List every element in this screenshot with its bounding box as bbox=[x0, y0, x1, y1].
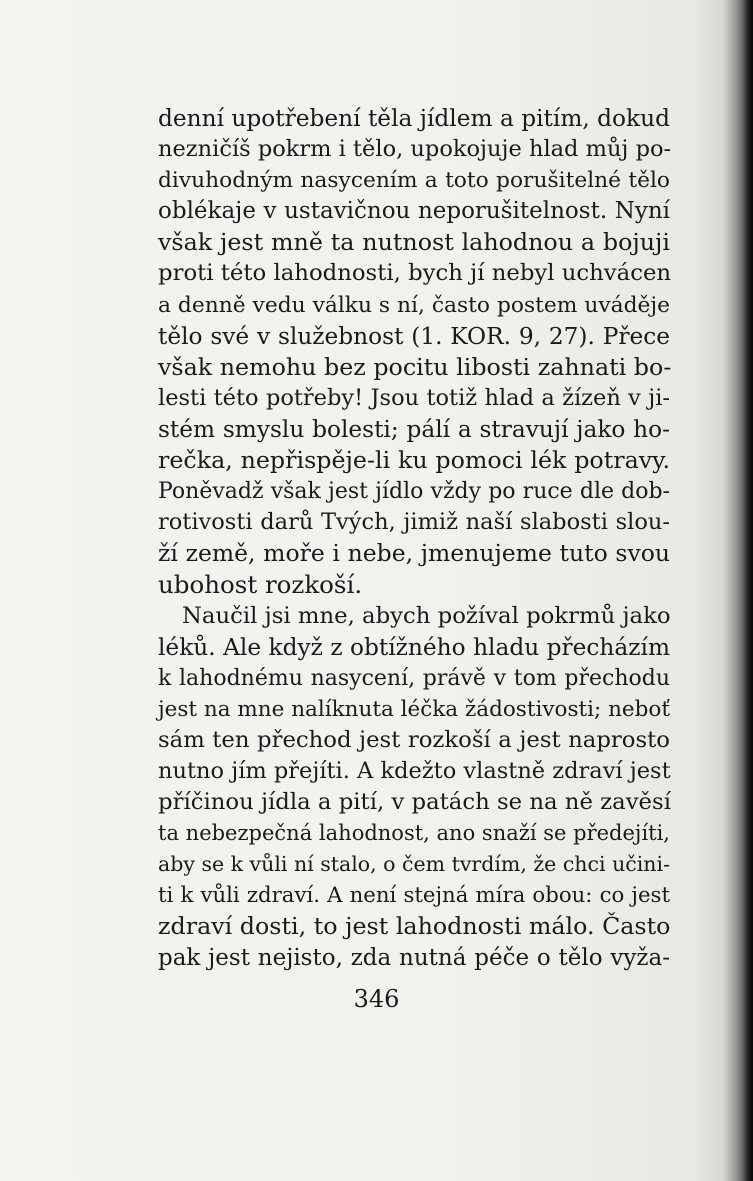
text-line: lesti této potřeby! Jsou totiž hlad a žízeň v ji- bbox=[158, 384, 670, 411]
text-line: rotivosti darů Tvých, jimiž naší slabosti slou- bbox=[158, 509, 670, 536]
text-line: nezničíš pokrm i tělo, upokojuje hlad můj po- bbox=[158, 136, 672, 163]
text-line: ubohost rozkoší. bbox=[158, 570, 363, 600]
text-line: Poněvadž však jest jídlo vždy po ruce dle dob- bbox=[158, 479, 670, 505]
text-line: sám ten přechod jest rozkoší a jest naprosto bbox=[158, 726, 670, 753]
text-line: oblékaje v ustavičnou neporušitelnost. Nyní bbox=[158, 198, 670, 225]
text-line: zdraví dosti, to jest lahodnosti málo. Často bbox=[158, 912, 671, 941]
text-line: denní upotřebení těla jídlem a pitím, dokud bbox=[158, 105, 670, 132]
text-line: proti této lahodnosti, bych jí nebyl uchvácen bbox=[158, 260, 672, 287]
text-line: příčinou jídla a pití, v patách se na ně zavěsí bbox=[158, 789, 671, 816]
text-line: však jest mně ta nutnost lahodnou a bojuji bbox=[158, 228, 670, 257]
text-line: nutno jím přejíti. A kdežto vlastně zdraví jest bbox=[158, 757, 671, 784]
paragraph-1 bbox=[158, 103, 670, 601]
text-line: však nemohu bez pocitu libosti zahnati bo- bbox=[158, 352, 672, 381]
text-line: ží země, moře i nebe, jmenujeme tuto svou bbox=[158, 539, 670, 568]
text-line: jest na mne nalíknuta léčka žádostivosti; neboť bbox=[158, 696, 670, 722]
page-number: 346 bbox=[353, 985, 400, 1013]
text-line: tělo své v služebnost (1. KOR. 9, 27). Přece bbox=[158, 322, 670, 350]
text-line: pak jest nejisto, zda nutná péče o tělo vyža- bbox=[158, 944, 670, 971]
text-line: léků. Ale když z obtížného hladu přecházím bbox=[158, 633, 670, 661]
text-line: a denně vedu válku s ní, často postem uváděje bbox=[158, 292, 670, 318]
text-line: k lahodnému nasycení, právě v tom přechodu bbox=[158, 665, 670, 691]
paragraph-2 bbox=[158, 601, 670, 974]
text-line: ti k vůli zdraví. A není stejná míra obou: co jest bbox=[158, 883, 670, 909]
text-line: rečka, nepřispěje-li ku pomoci lék potravy. bbox=[158, 446, 670, 475]
text-line: divuhodným nasycením a toto porušitelné tělo bbox=[158, 168, 670, 194]
text-line: stém smyslu bolesti; pálí a stravují jako ho- bbox=[158, 415, 670, 443]
text-line: ta nebezpečná lahodnost, ano snaží se předejíti, bbox=[158, 821, 670, 846]
text-line: aby se k vůli ní stalo, o čem tvrdím, že chci učini- bbox=[158, 852, 670, 877]
text-line: Naučil jsi mne, abych požíval pokrmů jako bbox=[182, 602, 671, 629]
body-text bbox=[158, 103, 670, 974]
